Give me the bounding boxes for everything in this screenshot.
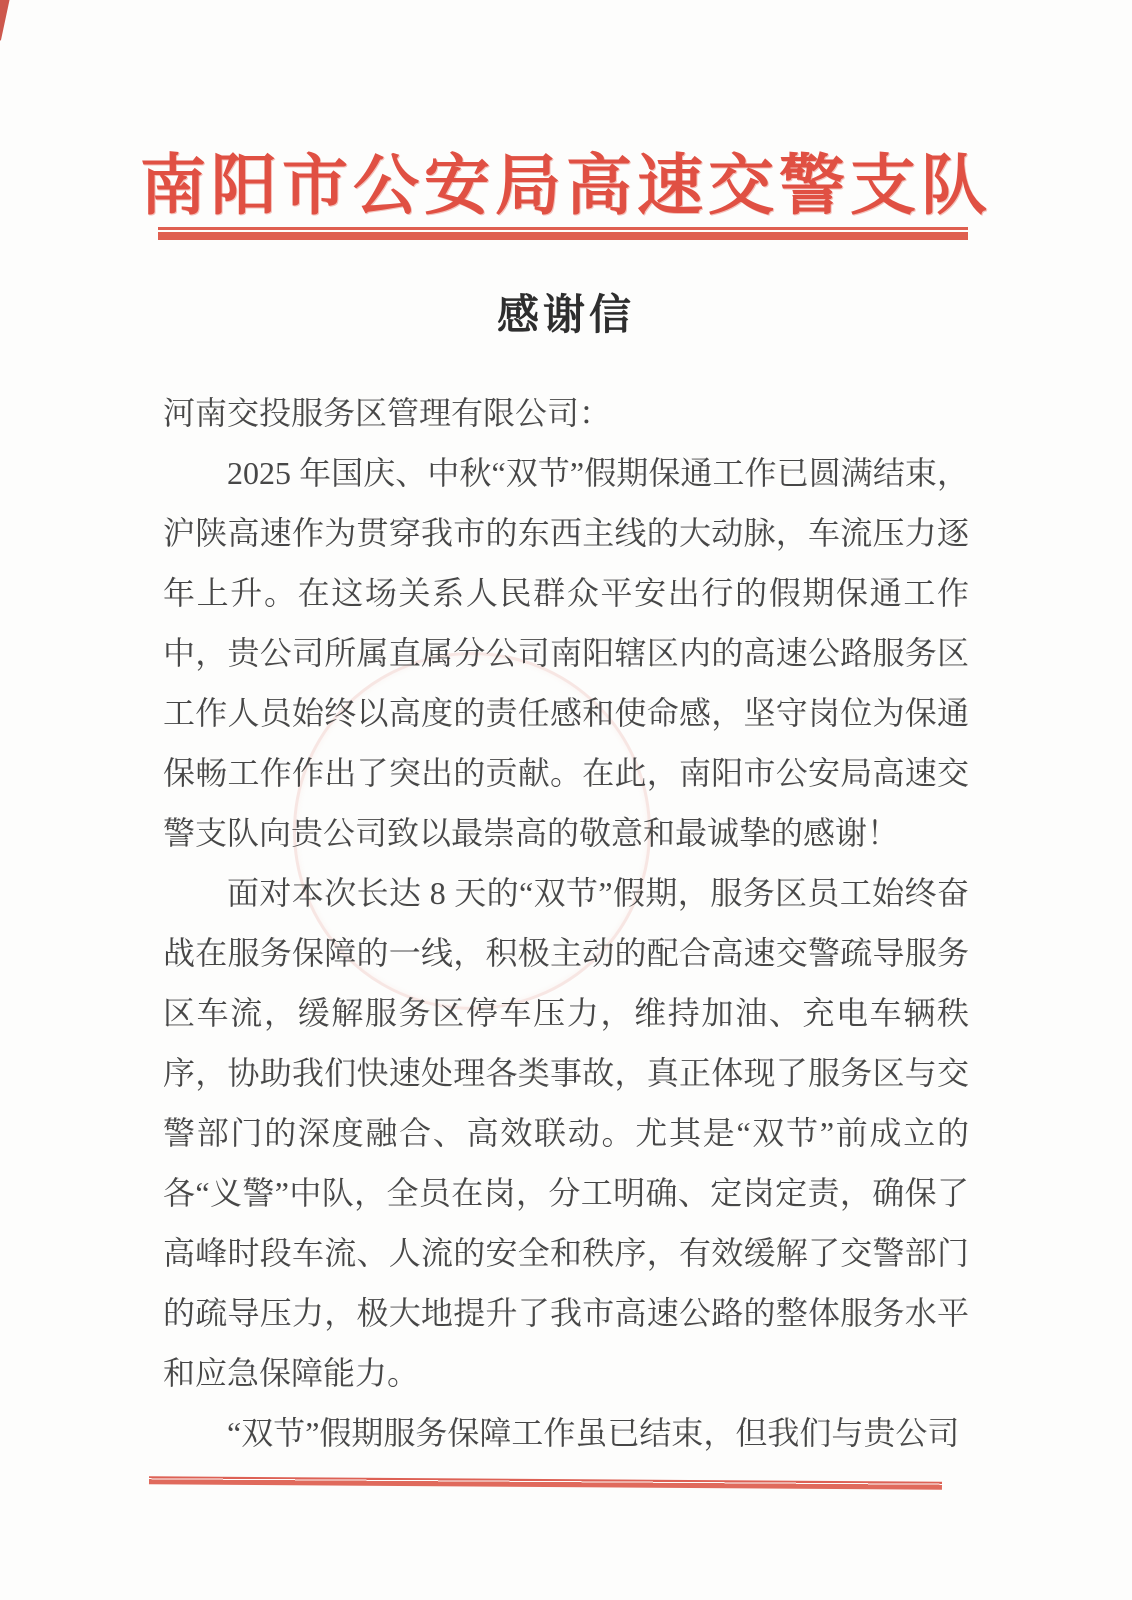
letterhead-agency-name: 南阳市公安局高速交警支队	[140, 150, 992, 223]
footer-divider-line	[149, 1476, 942, 1490]
letterhead-divider-thick-line	[158, 232, 968, 240]
letter-body	[163, 383, 969, 1463]
document-title: 感谢信	[496, 293, 635, 339]
body-paragraph-3: “双节”假期服务保障工作虽已结束，但我们与贵公司	[227, 1415, 960, 1451]
letterhead-divider-thin-line	[158, 227, 968, 230]
letterhead-divider	[158, 227, 968, 240]
salutation-line: 河南交投服务区管理有限公司：	[163, 395, 612, 431]
body-paragraph-2: 面对本次长达 8 天的“双节”假期，服务区员工始终奋战在服务保障的一线，积极主动的配合高速交警疏导服务区车流，缓解服务区停车压力，维持加油、充电车辆秩序，协助我们快速处理各类事故，真正体现了服务区与交警部门的深度融合、高效联动。尤其是“双节”前成立的各“义警”中队，全员在岗，分工明确、定岗定责，确保了高峰时段车流、人流的安全和秩序，有效缓解了交警部门的疏导压力，极大地提升了我市高速公路的整体服务水平和应急保障能力。	[163, 875, 969, 1391]
scan-artifact-mark	[0, 0, 11, 41]
body-paragraph-1: 2025 年国庆、中秋“双节”假期保通工作已圆满结束，沪陕高速作为贯穿我市的东西主线的大动脉，车流压力逐年上升。在这场关系人民群众平安出行的假期保通工作中，贵公司所属直属分公司南阳辖区内的高速公路服务区工作人员始终以高度的责任感和使命感，坚守岗位为保通保畅工作作出了突出的贡献。在此，南阳市公安局高速交警支队向贵公司致以最崇高的敬意和最诚挚的感谢！	[163, 455, 969, 851]
